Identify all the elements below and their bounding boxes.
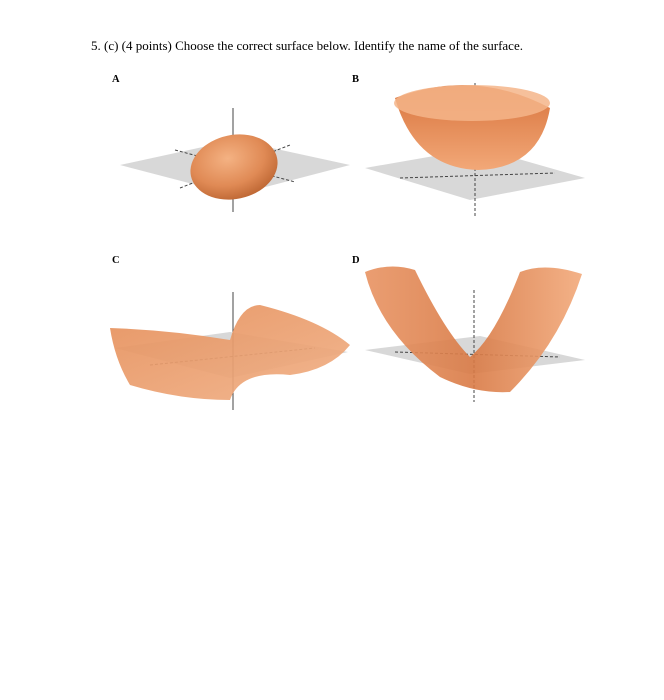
figure-label-a: A (112, 74, 120, 85)
ellipsoid-surface (184, 127, 283, 208)
saddle-surface (110, 305, 350, 400)
figure-label-c: C (112, 255, 120, 266)
question-text: 5. (c) (4 points) Choose the correct surface below. Identify the name of the surface. (91, 38, 523, 53)
figure-b-paraboloid[interactable] (360, 78, 590, 223)
paraboloid-rim (394, 85, 550, 121)
figure-c-saddle[interactable] (110, 290, 355, 415)
figure-d-parabolic-cylinder[interactable] (360, 262, 590, 407)
figure-a-ellipsoid[interactable] (110, 100, 360, 220)
figure-label-d: D (352, 255, 360, 266)
figure-label-b: B (352, 74, 360, 85)
parabolic-cylinder-surface (365, 266, 582, 392)
